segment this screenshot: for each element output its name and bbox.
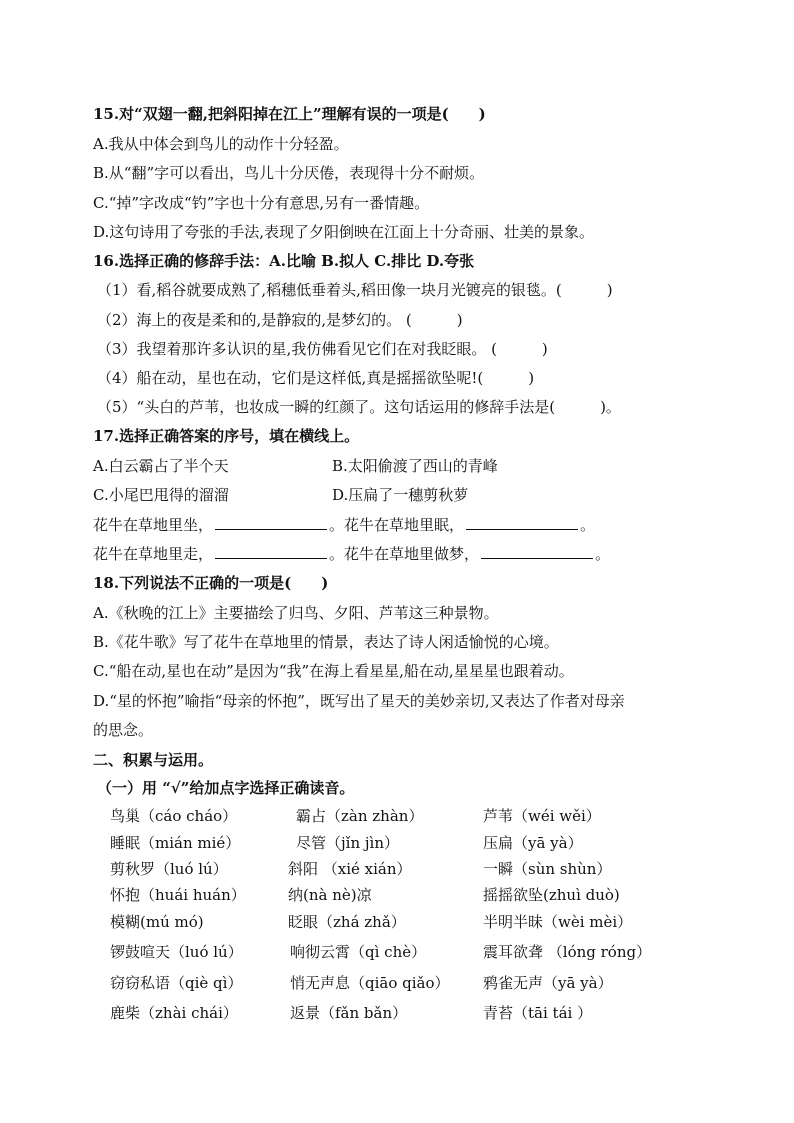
question-15-option-a: A.我从中体会到鸟儿的动作十分轻盈。: [93, 135, 349, 153]
fill-line-2-part-c: 。: [595, 545, 611, 563]
question-18-option-a: A.《秋晚的江上》主要描绘了归鸟、夕阳、芦苇这三种景物。: [93, 604, 499, 622]
pinyin-item: 鸦雀无声（yā yà）: [483, 974, 613, 992]
pinyin-item: 一瞬（sùn shùn）: [483, 860, 612, 878]
question-16-item-3: （3）我望着那许多认识的星,我仿佛看见它们在对我眨眼。 ( ): [97, 340, 548, 358]
pinyin-item: 眨眼（zhá zhǎ）: [288, 913, 406, 931]
question-16-item-4: （4）船在动，星也在动，它们是这样低,真是摇摇欲坠呢!( ): [97, 369, 535, 387]
pinyin-item: 悄无声息（qiāo qiǎo）: [290, 974, 450, 992]
answer-blank-4[interactable]: [481, 544, 593, 559]
question-17-title: 17.选择正确答案的序号，填在横线上。: [93, 427, 360, 445]
pinyin-item: 鹿柴（zhài chái）: [110, 1004, 238, 1022]
pinyin-item: 剪秋罗（luó lú）: [110, 860, 228, 878]
question-17-fill-line-2: [93, 544, 610, 564]
section-2-subtitle: （一）用 “√”给加点字选择正确读音。: [97, 779, 355, 797]
section-2-title: 二、积累与运用。: [93, 751, 214, 769]
question-15-option-b: B.从“翻”字可以看出，鸟儿十分厌倦，表现得十分不耐烦。: [93, 164, 485, 182]
question-18-option-d: D.“星的怀抱”喻指“母亲的怀抱”，既写出了星天的美妙亲切,又表达了作者对母亲: [93, 692, 625, 710]
fill-line-2-part-b: 。花牛在草地里做梦，: [329, 545, 480, 563]
question-15-option-d: D.这句诗用了夸张的手法,表现了夕阳倒映在江面上十分奇丽、壮美的景象。: [93, 223, 595, 241]
answer-blank-3[interactable]: [215, 544, 327, 559]
pinyin-item: 返景（fǎn bǎn）: [290, 1004, 408, 1022]
question-17-option-a: A.白云霸占了半个天: [93, 457, 229, 475]
pinyin-item: 纳(nà nè)凉: [288, 886, 372, 904]
answer-blank-1[interactable]: [215, 515, 327, 530]
question-16-item-5: （5）“头白的芦苇，也妆成一瞬的红颜了。这句话运用的修辞手法是( )。: [97, 398, 621, 416]
question-16-title: 16.选择正确的修辞手法：A.比喻 B.拟人 C.排比 D.夸张: [93, 252, 475, 270]
pinyin-item: 芦苇（wéi wěi）: [483, 807, 601, 825]
question-16-item-2: （2）海上的夜是柔和的,是静寂的,是梦幻的。 ( ): [97, 311, 463, 329]
question-18-option-b: B.《花牛歌》写了花牛在草地里的情景，表达了诗人闲适愉悦的心境。: [93, 633, 559, 651]
pinyin-item: 半明半昧（wèi mèi）: [483, 913, 633, 931]
pinyin-item: 睡眠（mián mié）: [110, 834, 241, 852]
question-18-title: 18.下列说法不正确的一项是( ): [93, 574, 329, 592]
fill-line-1-part-c: 。: [580, 516, 596, 534]
pinyin-item: 响彻云霄（qì chè）: [290, 943, 427, 961]
pinyin-item: 青苔（tāi tái ）: [483, 1004, 593, 1022]
pinyin-item: 霸占（zàn zhàn）: [296, 807, 424, 825]
pinyin-item: 锣鼓喧天（luó lú）: [110, 943, 243, 961]
pinyin-item: 鸟巢（cáo cháo）: [110, 807, 238, 825]
fill-line-1-part-a: 花牛在草地里坐，: [93, 516, 214, 534]
answer-blank-2[interactable]: [466, 515, 578, 530]
pinyin-item: 窃窃私语（qiè qì）: [110, 974, 243, 992]
question-17-fill-line-1: [93, 515, 595, 535]
pinyin-item: 模糊(mú mó): [110, 913, 204, 931]
question-17-option-b: B.太阳偷渡了西山的青峰: [332, 457, 498, 475]
question-15-option-c: C.“掉”字改成“钓”字也十分有意思,另有一番情趣。: [93, 194, 430, 212]
pinyin-item: 摇摇欲坠(zhuì duò): [483, 886, 620, 904]
pinyin-item: 斜阳 （xié xián）: [288, 860, 412, 878]
question-17-option-c: C.小尾巴甩得的溜溜: [93, 486, 229, 504]
question-17-option-d: D.压扁了一穗剪秋萝: [332, 486, 469, 504]
question-16-item-1: （1）看,稻谷就要成熟了,稻穗低垂着头,稻田像一块月光镀亮的银毯。( ): [97, 281, 613, 299]
pinyin-item: 压扁（yā yà）: [483, 834, 583, 852]
pinyin-item: 震耳欲聋 （lóng róng）: [483, 943, 652, 961]
fill-line-1-part-b: 。花牛在草地里眠，: [329, 516, 465, 534]
question-15-title: 15.对“双翅一翻,把斜阳掉在江上”理解有误的一项是( ): [93, 105, 486, 123]
pinyin-item: 怀抱（huái huán）: [110, 886, 246, 904]
question-18-option-d-continued: 的思念。: [93, 721, 154, 739]
question-18-option-c: C.“船在动,星也在动”是因为“我”在海上看星星,船在动,星星星也跟着动。: [93, 662, 574, 680]
fill-line-2-part-a: 花牛在草地里走，: [93, 545, 214, 563]
pinyin-item: 尽管（jǐn jìn）: [296, 834, 399, 852]
